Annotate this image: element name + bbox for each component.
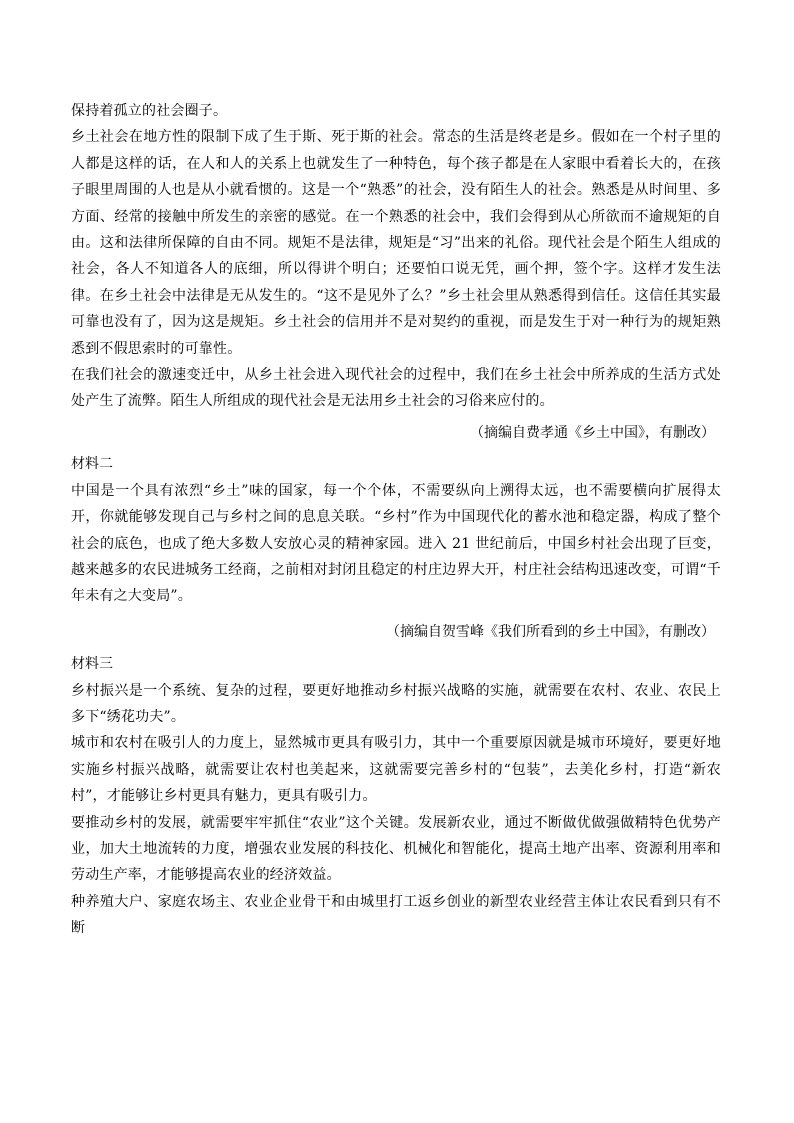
paragraph: 城市和农村在吸引人的力度上，显然城市更具有吸引力，其中一个重要原因就是城市环境好，要更好地实施乡村振兴战略，就需要让农村也美起来，这就需要完善乡村的“包装”，去美化乡村，打造“新农村”，才能够让乡村更具有魅力，更具有吸引力。 (71, 735, 721, 805)
paragraph: 保持着孤立的社会圈子。 (71, 103, 228, 119)
source-citation: （摘编自费孝通《乡土中国》，有删改） (470, 424, 715, 441)
paragraph: 中国是一个具有浓烈“乡土”味的国家，每一个个体，不需要纵向上溯得太远，也不需要横向扩展得太开，你就能够发现自己与乡村之间的息息关联。“乡村”作为中国现代化的蓄水池和稳定器，构成了整个社会的底色，也成了绝大多数人安放心灵的精神家园。进入 21 世纪前后，中国乡村社会出现了巨变，越来越多的农民进城务工经商，之前相对封闭且稳定的村庄边界大开，村庄社会结构迅速改变，可谓“千年未有之大变局”。 (71, 482, 721, 605)
paragraph: 乡村振兴是一个系统、复杂的过程，要更好地推动乡村振兴战略的实施，就需要在农村、农业、农民上多下“绣花功夫”。 (71, 682, 721, 725)
section-heading: 材料二 (71, 456, 113, 473)
section-heading: 材料三 (71, 656, 113, 673)
paragraph: 在我们社会的激速变迁中，从乡土社会进入现代社会的过程中，我们在乡土社会中所养成的生活方式处处产生了流弊。陌生人所组成的现代社会是无法用乡土社会的习俗来应付的。 (71, 367, 721, 410)
paragraph: 种养殖大户、家庭农场主、农业企业骨干和由城里打工返乡创业的新型农业经营主体让农民看到只有不断 (71, 893, 721, 937)
paragraph: 要推动乡村的发展，就需要牢牢抓住“农业”这个关键。发展新农业，通过不断做优做强做精特色优势产业，加大土地流转的力度，增强农业发展的科技化、机械化和智能化，提高土地产出率、资源利用率和劳动生产率，才能够提高农业的经济效益。 (71, 814, 721, 884)
paragraph: 乡土社会在地方性的限制下成了生于斯、死于斯的社会。常态的生活是终老是乡。假如在一个村子里的人都是这样的话，在人和人的关系上也就发生了一种特色，每个孩子都是在人家眼中看着长大的，在孩子眼里周围的人也是从小就看惯的。这是一个“熟悉”的社会，没有陌生人的社会。熟悉是从时间里、多方面、经常的接触中所发生的亲密的感觉。在一个熟悉的社会中，我们会得到从心所欲而不逾规矩的自由。这和法律所保障的自由不同。规矩不是法律，规矩是“习”出来的礼俗。现代社会是个陌生人组成的社会，各人不知道各人的底细，所以得讲个明白；还要怕口说无凭，画个押，签个字。这样才发生法律。在乡土社会中法律是无从发生的。“这不是见外了么？”乡土社会里从熟悉得到信任。这信任其实最可靠也没有了，因为这是规矩。乡土社会的信用并不是对契约的重视，而是发生于对一种行为的规矩熟悉到不假思索时的可靠性。 (71, 129, 721, 357)
source-citation: （摘编自贺雪峰《我们所看到的乡土中国》，有删改） (386, 623, 715, 640)
document-page (71, 98, 721, 942)
